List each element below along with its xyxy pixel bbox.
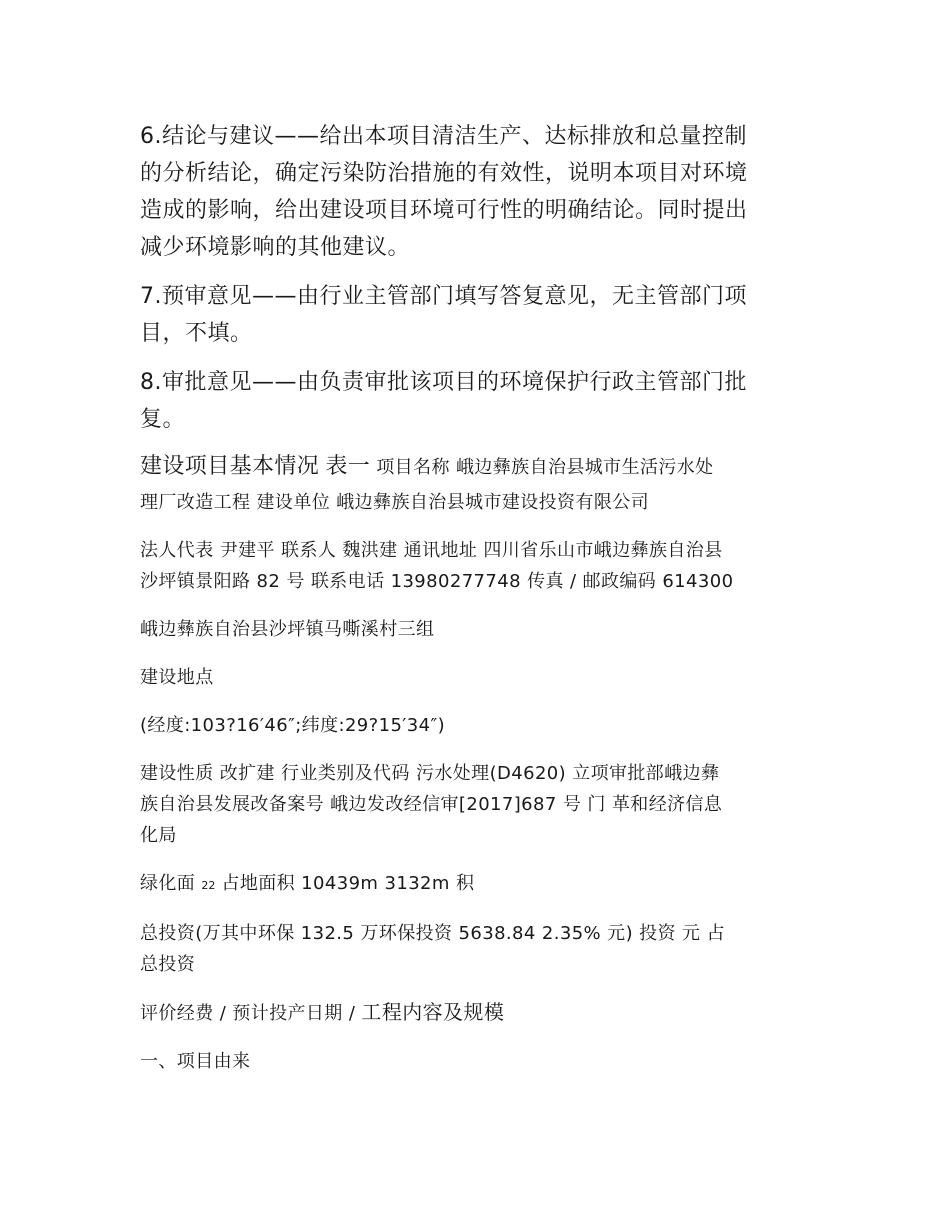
basic-info-line: 建设地点	[140, 667, 214, 688]
table-number: 表一	[325, 454, 371, 479]
basic-info-line: 理厂改造工程 建设单位 峨边彝族自治县城市建设投资有限公司	[140, 492, 650, 513]
basic-info-line	[140, 997, 820, 1029]
basic-info-line: 化局	[140, 825, 177, 846]
area-superscripts: 22	[201, 879, 216, 892]
subsection-heading: 一、项目由来	[140, 1051, 251, 1072]
basic-info-line	[140, 448, 820, 487]
basic-info-row-9	[140, 997, 820, 1029]
basic-info-row-3	[140, 614, 820, 645]
project-content-heading: 工程内容及规模	[361, 1000, 505, 1024]
basic-info-line: 建设性质 改扩建 行业类别及代码 污水处理(D4620) 立项审批部峨边彝	[140, 763, 720, 784]
basic-info-row-6	[140, 758, 820, 851]
item-8	[140, 364, 820, 438]
item-6-line: 6.结论与建议——给出本项目清洁生产、达标排放和总量控制	[140, 124, 747, 149]
basic-info-row-10	[140, 1046, 820, 1077]
item-6-line: 造成的影响，给出建设项目环境可行性的明确结论。同时提出	[140, 198, 748, 223]
basic-info-row-4	[140, 662, 820, 693]
section-title: 建设项目基本情况	[140, 454, 320, 479]
basic-info-row-1	[140, 448, 820, 518]
basic-info-line: 法人代表 尹建平 联系人 魏洪建 通讯地址 四川省乐山市峨边彝族自治县	[140, 540, 723, 561]
basic-info-row-5	[140, 710, 820, 741]
document-body	[140, 118, 820, 1077]
basic-info-line: 沙坪镇景阳路 82 号 联系电话 13980277748 传真 / 邮政编码 614300	[140, 571, 734, 592]
item-7-line: 7.预审意见——由行业主管部门填写答复意见，无主管部门项	[140, 284, 747, 309]
basic-info-row-2	[140, 535, 820, 597]
project-name-field: 项目名称 峨边彝族自治县城市生活污水处	[376, 457, 714, 478]
basic-info-row-8	[140, 918, 820, 980]
item-7-line: 目，不填。	[140, 321, 253, 346]
basic-info-line: 总投资	[140, 954, 196, 975]
basic-info-line: 总投资(万其中环保 132.5 万环保投资 5638.84 2.35% 元) 投资 元 占	[140, 923, 725, 944]
basic-info-line: 族自治县发展改备案号 峨边发改经信审[2017]687 号 门 革和经济信息	[140, 794, 723, 815]
greening-area-label: 绿化面	[140, 873, 196, 894]
land-area-field: 占地面积 10439m 3132m 积	[221, 873, 475, 894]
basic-info-line: 峨边彝族自治县沙坪镇马嘶溪村三组	[140, 619, 435, 640]
area-line	[140, 868, 820, 901]
basic-info-row-7	[140, 868, 820, 901]
item-8-line: 复。	[140, 407, 186, 432]
item-6-line: 的分析结论，确定污染防治措施的有效性，说明本项目对环境	[140, 161, 748, 186]
item-6-line: 减少环境影响的其他建议。	[140, 235, 411, 260]
evaluation-fee-field: 评价经费 / 预计投产日期 /	[140, 1003, 362, 1024]
coordinates-line: (经度:103?16′46″;纬度:29?15′34″)	[140, 715, 446, 736]
item-6	[140, 118, 820, 266]
item-7	[140, 278, 820, 352]
item-8-line: 8.审批意见——由负责审批该项目的环境保护行政主管部门批	[140, 370, 747, 395]
